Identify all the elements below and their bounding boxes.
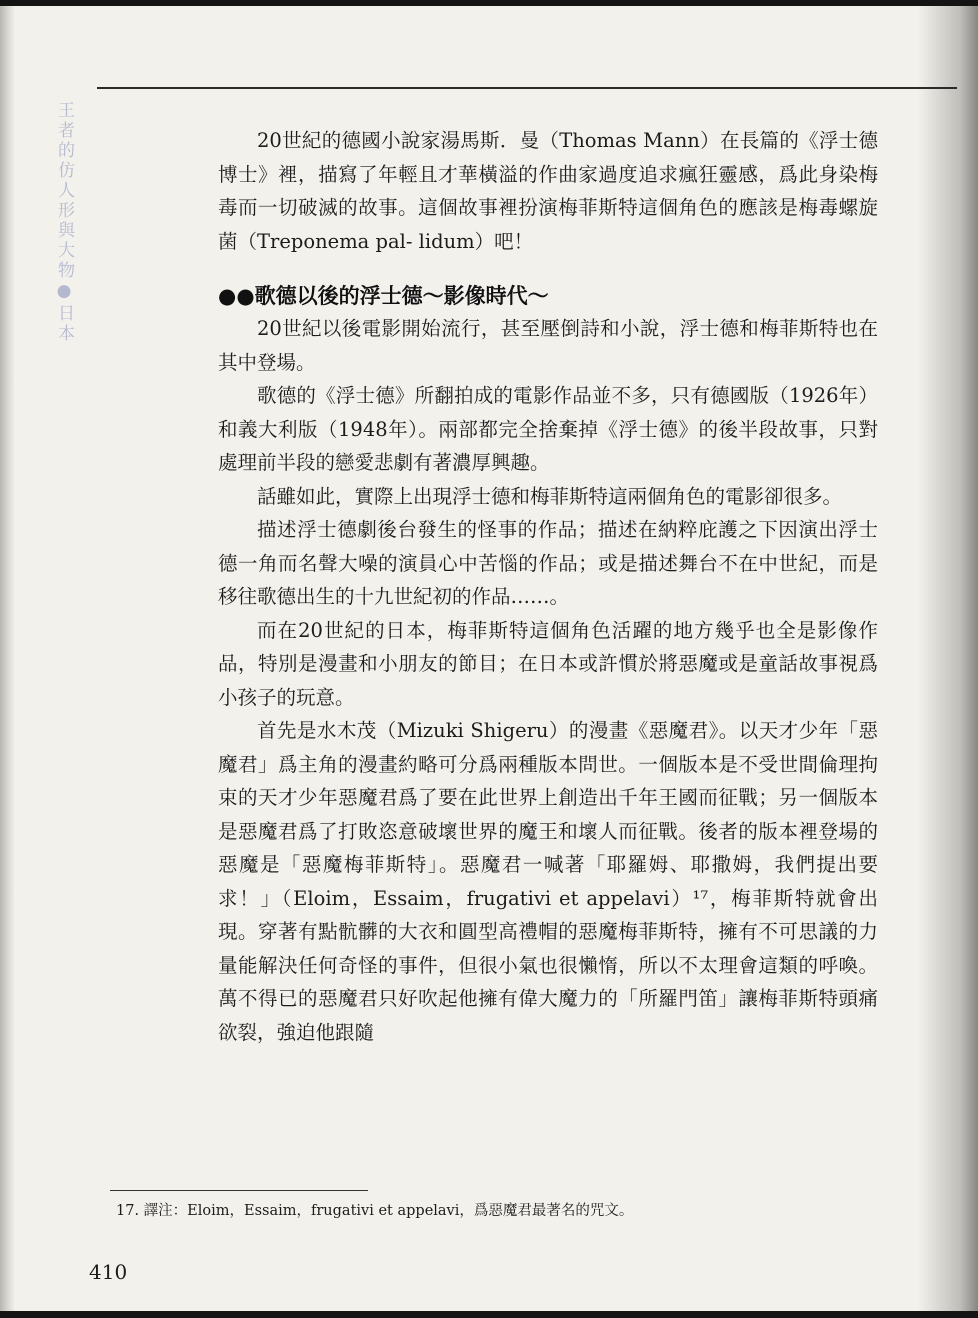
book-page	[0, 6, 978, 1311]
page-number: 410	[89, 1260, 128, 1284]
paragraph: 20世紀的德國小說家湯馬斯．曼（Thomas Mann）在長篇的《浮士德博士》裡，描寫了年輕且才華橫溢的作曲家過度追求瘋狂靈感，爲此身染梅毒而一切破滅的故事。這個故事裡扮演梅菲斯特這個角色的應該是梅毒螺旋菌（Treponema pal- lidum）吧！	[218, 129, 878, 253]
footnote: 17. 譯注：Eloim，Essaim，frugativi et appelavi，爲惡魔君最著名的咒文。	[116, 1203, 634, 1219]
paragraph: 而在20世紀的日本，梅菲斯特這個角色活躍的地方幾乎也全是影像作品，特別是漫畫和小朋友的節目；在日本或許慣於將惡魔或是童話故事視爲小孩子的玩意。	[218, 618, 878, 709]
page-gutter	[0, 6, 14, 1311]
section-heading: ●●歌德以後的浮士德～影像時代～	[218, 284, 549, 308]
body-text	[218, 124, 878, 1049]
paragraph: 首先是水木茂（Mizuki Shigeru）的漫畫《惡魔君》。以天才少年「惡魔君」爲主角的漫畫約略可分爲兩種版本問世。一個版本是不受世間倫理拘束的天才少年惡魔君爲了要在此世界上創造出千年王國而征戰；另一個版本是惡魔君爲了打敗恣意破壞世界的魔王和壞人而征戰。後者的版本裡登場的惡魔是「惡魔梅菲斯特」。惡魔君一喊著「耶羅姆、耶撒姆，我們提出要求！」（Eloim，Essaim，frugativi et appelavi）¹⁷，梅菲斯特就會出現。穿著有點骯髒的大衣和圓型高禮帽的惡魔梅菲斯特，擁有不可思議的力量能解決任何奇怪的事件，但很小氣也很懶惰，所以不太理會這類的呼喚。萬不得已的惡魔君只好吹起他擁有偉大魔力的「所羅門笛」讓梅菲斯特頭痛欲裂，強迫他跟隨	[218, 719, 878, 1044]
paragraph: 描述浮士德劇後台發生的怪事的作品；描述在納粹庇護之下因演出浮士德一角而名聲大噪的演員心中苦惱的作品；或是描述舞台不在中世紀，而是移往歌德出生的十九世紀初的作品……。	[218, 518, 878, 608]
paragraph: 話雖如此，實際上出現浮士德和梅菲斯特這兩個角色的電影卻很多。	[257, 484, 843, 508]
header-rule	[97, 87, 957, 89]
running-header-vertical: 王者的仿人形與大物●日本	[54, 101, 74, 344]
paragraph: 歌德的《浮士德》所翻拍成的電影作品並不多，只有德國版（1926年）和義大利版（1948年）。兩部都完全捨棄掉《浮士德》的後半段故事，只對處理前半段的戀愛悲劇有著濃厚興趣。	[218, 384, 878, 474]
paragraph: 20世紀以後電影開始流行，甚至壓倒詩和小說，浮士德和梅菲斯特也在其中登場。	[218, 317, 878, 374]
page-edge-shadow	[918, 6, 978, 1311]
footnote-rule	[110, 1190, 368, 1191]
